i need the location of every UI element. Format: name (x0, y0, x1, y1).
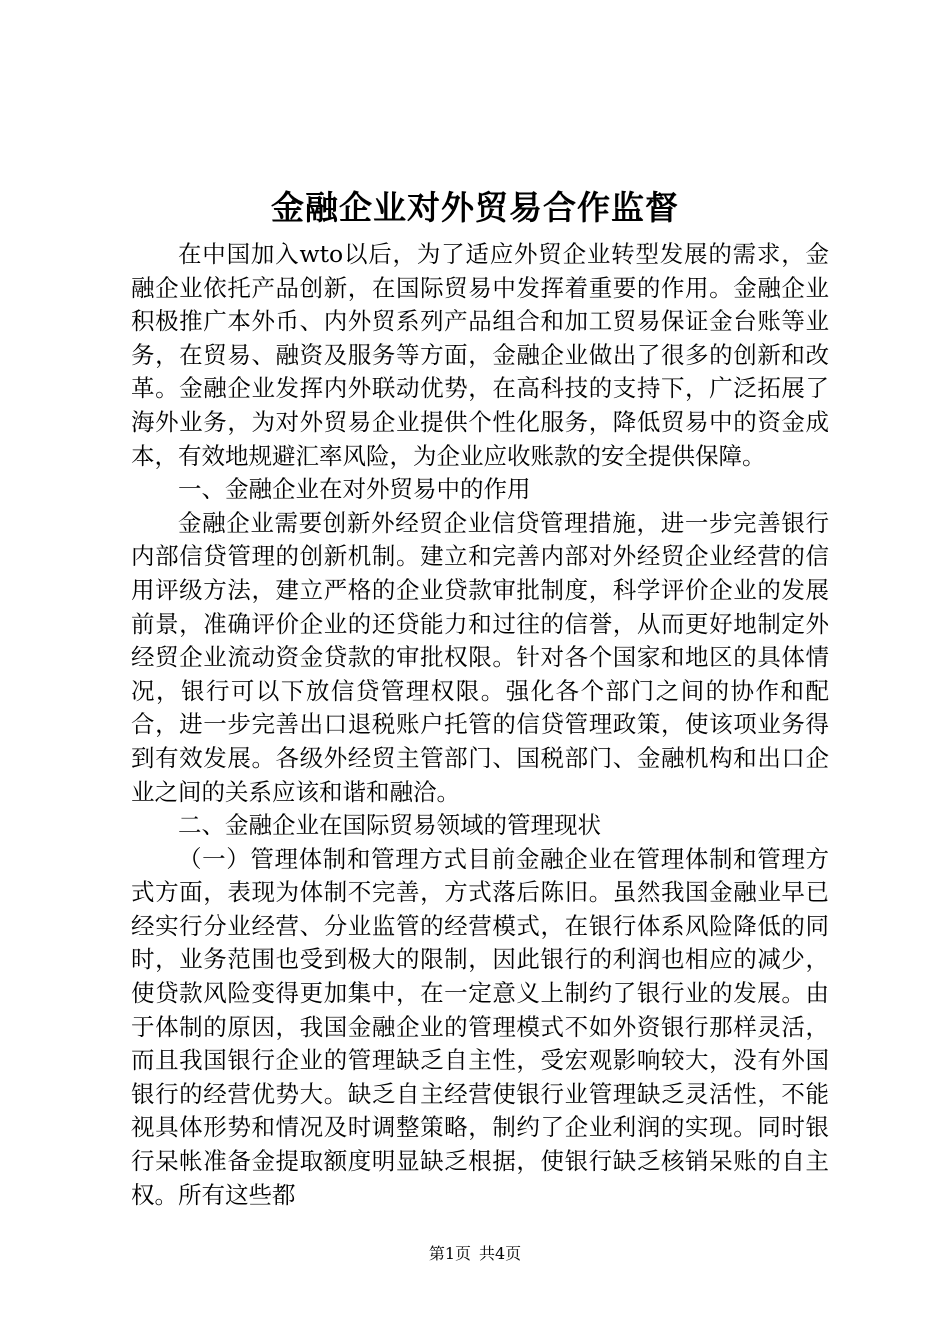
page-title: 金融企业对外贸易合作监督 (271, 188, 679, 227)
section-heading-2: 二、金融企业在国际贸易领域的管理现状 (178, 811, 601, 840)
section-heading-1: 一、金融企业在对外贸易中的作用 (178, 475, 531, 504)
document-body (131, 238, 829, 1212)
page-total: 共4页 (479, 1244, 522, 1263)
paragraph-section-2-1: （一）管理体制和管理方式目前金融企业在管理体制和管理方式方面，表现为体制不完善，方式落后陈旧。虽然我国金融业早已经实行分业经营、分业监管的经营模式，在银行体系风险降低的同时，业务范围也受到极大的限制，因此银行的利润也相应的减少，使贷款风险变得更加集中，在一定意义上制约了银行业的发展。由于体制的原因，我国金融企业的管理模式不如外资银行那样灵活，而且我国银行企业的管理缺乏自主性，受宏观影响较大，没有外国银行的经营优势大。缺乏自主经营使银行业管理缺乏灵活性，不能视具体形势和情况及时调整策略，制约了企业利润的实现。同时银行呆帐准备金提取额度明显缺乏根据，使银行缺乏核销呆账的自主权。所有这些都 (131, 844, 829, 1209)
page-number: 第1页 (428, 1244, 471, 1263)
paragraph-intro: 在中国加入wto以后，为了适应外贸企业转型发展的需求，金融企业依托产品创新，在国际贸易中发挥着重要的作用。金融企业积极推广本外币、内外贸系列产品组合和加工贸易保证金台账等业务，在贸易、融资及服务等方面，金融企业做出了很多的创新和改革。金融企业发挥内外联动优势，在高科技的支持下，广泛拓展了海外业务，为对外贸易企业提供个性化服务，降低贸易中的资金成本，有效地规避汇率风险，为企业应收账款的安全提供保障。 (131, 240, 829, 470)
paragraph-section-1: 金融企业需要创新外经贸企业信贷管理措施，进一步完善银行内部信贷管理的创新机制。建立和完善内部对外经贸企业经营的信用评级方法，建立严格的企业贷款审批制度，科学评价企业的发展前景，准确评价企业的还贷能力和过往的信誉，从而更好地制定外经贸企业流动资金贷款的审批权限。针对各个国家和地区的具体情况，银行可以下放信贷管理权限。强化各个部门之间的协作和配合，进一步完善出口退税账户托管的信贷管理政策，使该项业务得到有效发展。各级外经贸主管部门、国税部门、金融机构和出口企业之间的关系应该和谐和融洽。 (131, 508, 829, 806)
page-footer (0, 1244, 950, 1264)
